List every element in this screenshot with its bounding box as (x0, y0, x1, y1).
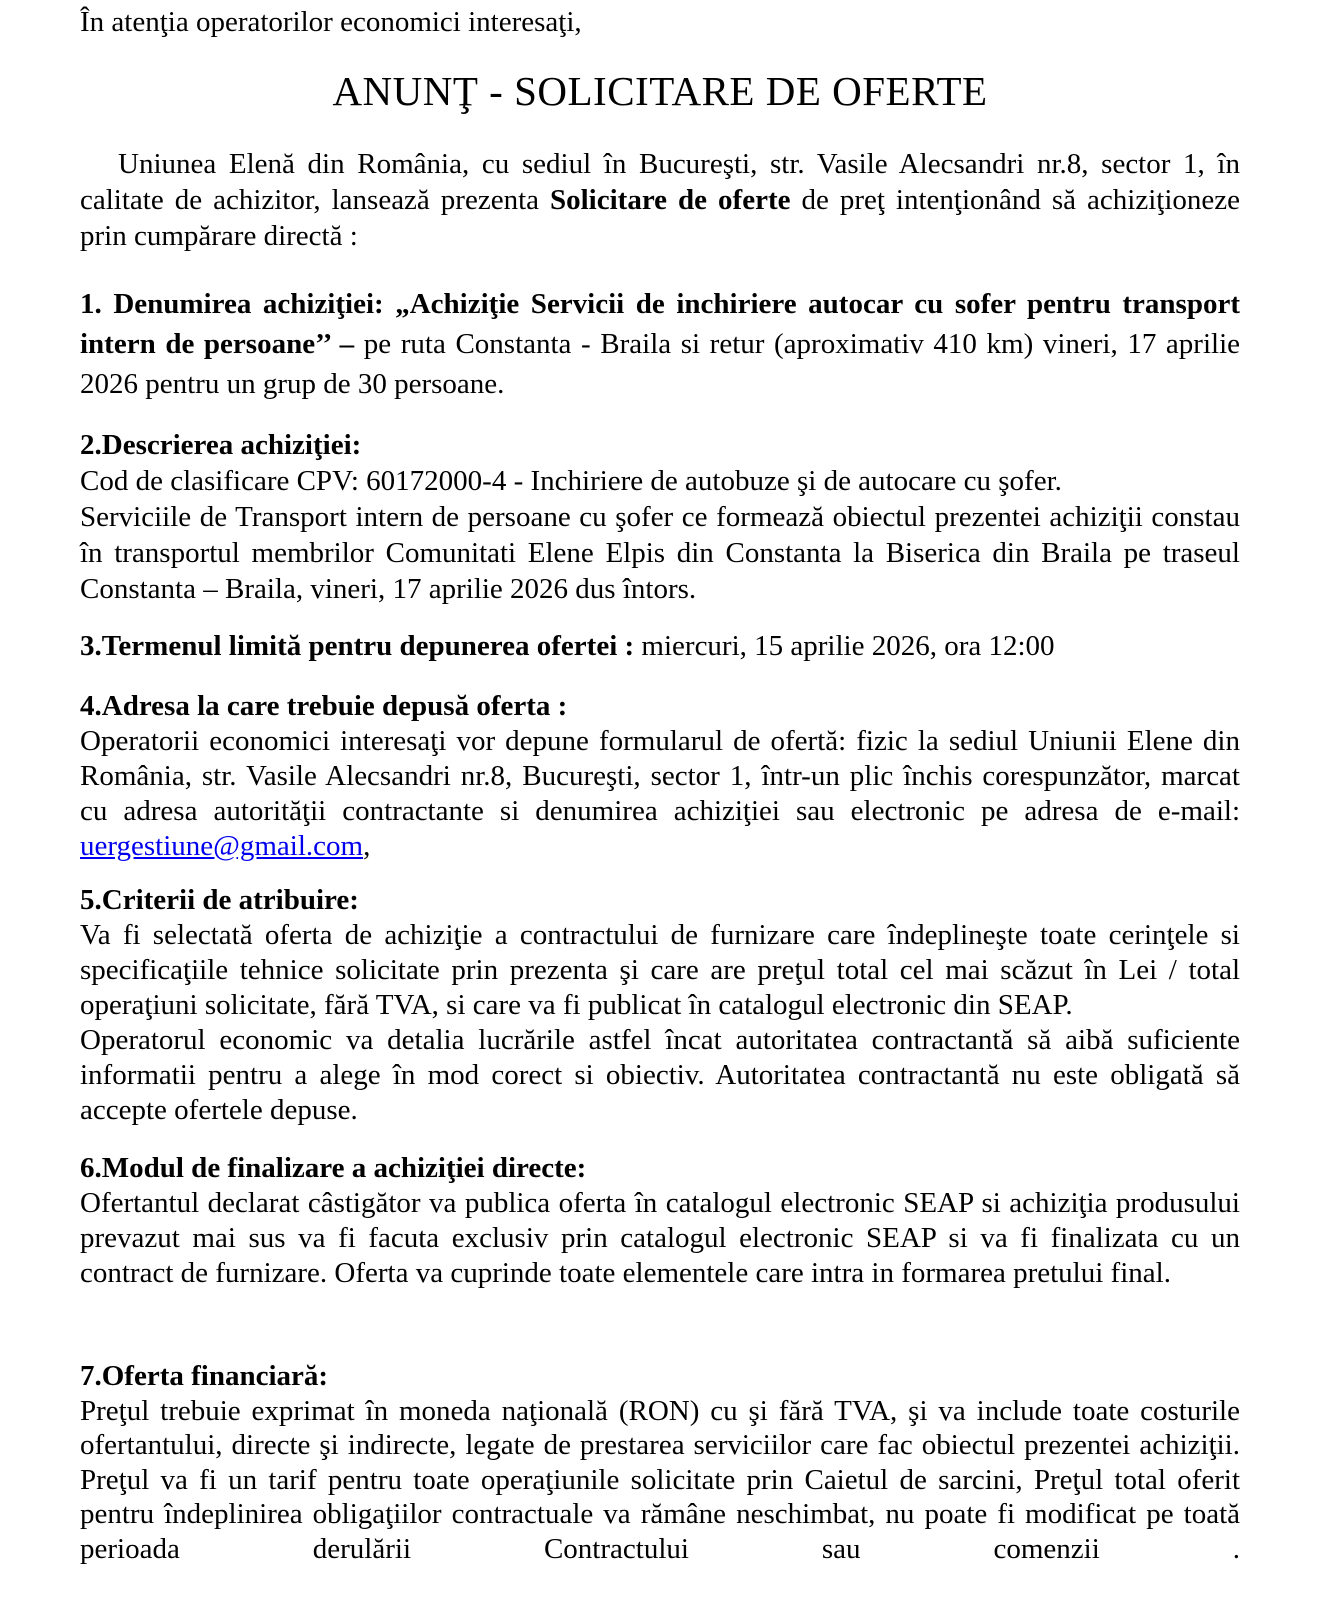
section-5-heading: 5.Criterii de atribuire: (80, 884, 359, 916)
page-title: ANUNŢ - SOLICITARE DE OFERTE (332, 68, 988, 114)
section-2 (80, 427, 1240, 607)
section-6 (80, 1151, 1240, 1291)
section-1-heading: 1. Denumirea achiziţiei: „Achiziţie Servicii de inchiriere autocar cu sofer pentru transport intern de persoane’’ – (80, 288, 1240, 360)
intro-paragraph (80, 146, 1240, 254)
section-1-text: pe ruta Constanta - Braila si retur (aproximativ 410 km) vineri, 17 aprilie 2026 pentru un grup de 30 persoane. (80, 328, 1240, 400)
section-4-text: Operatorii economici interesaţi vor depune formularul de ofertă: fizic la sediul Uniunii Elene din România, str. Vasile Alecsandri nr.8, Bucureşti, sector 1, într-un plic închis corespunzător, marcat cu adresa autorităţii contractante si denumirea achiziţiei sau electronic pe adresa de e-mail: (80, 725, 1240, 827)
section-6-heading: 6.Modul de finalizare a achiziţiei directe: (80, 1152, 587, 1184)
section-5 (80, 883, 1240, 1128)
section-7-heading: 7.Oferta financiară: (80, 1360, 329, 1392)
email-link[interactable]: uergestiune@gmail.com (80, 830, 364, 862)
section-4-body (80, 724, 1240, 864)
intro-text-2: de preţ intenţionând să achiziţioneze prin cumpărare directă : (80, 184, 1240, 252)
section-2-heading: 2.Descrierea achiziţiei: (80, 429, 362, 461)
intro-text-1: Uniunea Elenă din România, cu sediul în Bucureşti, str. Vasile Alecsandri nr.8, sector 1, în calitate de achizitor, lansează prezenta (80, 148, 1240, 216)
section-7-text: Preţul trebuie exprimat în moneda naţională (RON) cu şi fără TVA, şi va include toate costurile ofertantului, directe şi indirecte, legate de prestarea serviciilor care fac obiectul prezentei achiziţii. Preţul va fi un tarif pentru toate operaţiunile solicitate prin Caietul de sarcini, Preţul total oferit pentru îndeplinirea obligaţiilor contractuale va rămâne neschimbat, nu poate fi modificat pe toată perioada derulării Contractului sau comenzii . (80, 1394, 1240, 1565)
section-4-after: , (363, 830, 371, 862)
section-5-para-2: Operatorul economic va detalia lucrările astfel încat autoritatea contractantă să aibă suficiente informatii pentru a alege în mod corect si obiectiv. Autoritatea contractantă nu este obligată să accepte ofertele depuse. (80, 1024, 1240, 1126)
section-2-text: Serviciile de Transport intern de persoane cu şofer ce formează obiectul prezentei achiziţii constau în transportul membrilor Comunitati Elene Elpis din Constanta la Biserica din Braila pe traseul Constanta – Braila, vineri, 17 aprilie 2026 dus întors. (80, 501, 1240, 605)
section-5-para-1: Va fi selectată oferta de achiziţie a contractului de furnizare care îndeplineşte toate cerinţele si specificaţiile tehnice solicitate prin prezenta şi care are preţul total cel mai scăzut în Lei / total operaţiuni solicitate, fără TVA, si care va fi publicat în catalogul electronic din SEAP. (80, 919, 1240, 1021)
section-3-text: miercuri, 15 aprilie 2026, ora 12:00 (634, 630, 1055, 662)
section-2-cpv: Cod de clasificare CPV: 60172000-4 - Inchiriere de autobuze şi de autocare cu şofer. (80, 465, 1062, 497)
section-3 (80, 628, 1240, 664)
section-3-heading: 3.Termenul limită pentru depunerea ofertei : (80, 630, 635, 662)
section-4-heading: 4.Adresa la care trebuie depusă oferta : (80, 690, 568, 722)
section-1 (80, 284, 1240, 404)
section-6-text: Ofertantul declarat câstigător va publica oferta în catalogul electronic SEAP si achiziţia produsului prevazut mai sus va fi facuta exclusiv prin catalogul electronic SEAP si va fi finalizata cu un contract de furnizare. Oferta va cuprinde toate elementele care intra in formarea pretului final. (80, 1187, 1240, 1289)
intro-bold: Solicitare de oferte (550, 184, 791, 216)
section-7 (80, 1359, 1240, 1566)
section-4 (80, 689, 1240, 864)
salutation: În atenţia operatorilor economici interesaţi, (80, 6, 582, 38)
